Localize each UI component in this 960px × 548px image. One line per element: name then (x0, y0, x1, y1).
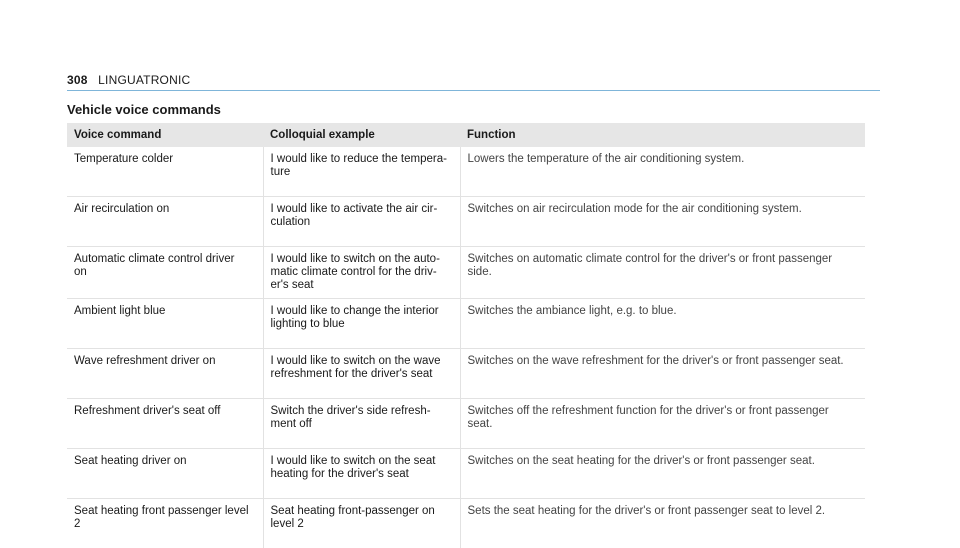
function-cell: Sets the seat heating for the driver's or front passenger seat to level 2. (460, 499, 865, 548)
voice-commands-table (67, 123, 865, 548)
table-row (67, 399, 865, 449)
function-cell: Switches on the seat heating for the driver's or front passenger seat. (460, 449, 865, 499)
colloquial-example-cell: I would like to activate the air cir- culation (263, 197, 460, 247)
colloquial-example-cell: I would like to switch on the seat heating for the driver's seat (263, 449, 460, 499)
column-header-function: Function (460, 123, 865, 147)
function-cell: Lowers the temperature of the air conditioning system. (460, 147, 865, 197)
function-cell: Switches on automatic climate control for the driver's or front passenger side. (460, 247, 865, 299)
colloquial-example-cell: I would like to switch on the auto- matic climate control for the driv- er's seat (263, 247, 460, 299)
colloquial-example-cell: Switch the driver's side refresh- ment off (263, 399, 460, 449)
column-header-voice-command: Voice command (67, 123, 263, 147)
column-header-colloquial-example: Colloquial example (263, 123, 460, 147)
chapter-title: LINGUATRONIC (98, 73, 190, 87)
voice-command-cell: Seat heating driver on (67, 449, 263, 499)
table-row (67, 147, 865, 197)
colloquial-example-cell: I would like to reduce the tempera- ture (263, 147, 460, 197)
page-header (67, 73, 190, 87)
function-cell: Switches on air recirculation mode for the air conditioning system. (460, 197, 865, 247)
voice-command-cell: Ambient light blue (67, 299, 263, 349)
section-title: Vehicle voice commands (67, 102, 221, 117)
voice-command-cell: Air recirculation on (67, 197, 263, 247)
table-row (67, 299, 865, 349)
colloquial-example-cell: I would like to change the interior lighting to blue (263, 299, 460, 349)
function-cell: Switches off the refreshment function for the driver's or front passenger seat. (460, 399, 865, 449)
voice-command-cell: Seat heating front passenger level 2 (67, 499, 263, 548)
table-row (67, 197, 865, 247)
function-cell: Switches on the wave refreshment for the driver's or front passenger seat. (460, 349, 865, 399)
colloquial-example-cell: Seat heating front-passenger on level 2 (263, 499, 460, 548)
voice-command-cell: Temperature colder (67, 147, 263, 197)
function-cell: Switches the ambiance light, e.g. to blue. (460, 299, 865, 349)
colloquial-example-cell: I would like to switch on the wave refreshment for the driver's seat (263, 349, 460, 399)
table-header-row (67, 123, 865, 147)
voice-command-cell: Refreshment driver's seat off (67, 399, 263, 449)
header-divider (67, 90, 880, 91)
voice-command-cell: Wave refreshment driver on (67, 349, 263, 399)
table-row (67, 247, 865, 299)
table-row (67, 349, 865, 399)
table-row (67, 449, 865, 499)
page-number: 308 (67, 73, 88, 87)
voice-command-cell: Automatic climate control driver on (67, 247, 263, 299)
table-row (67, 499, 865, 548)
